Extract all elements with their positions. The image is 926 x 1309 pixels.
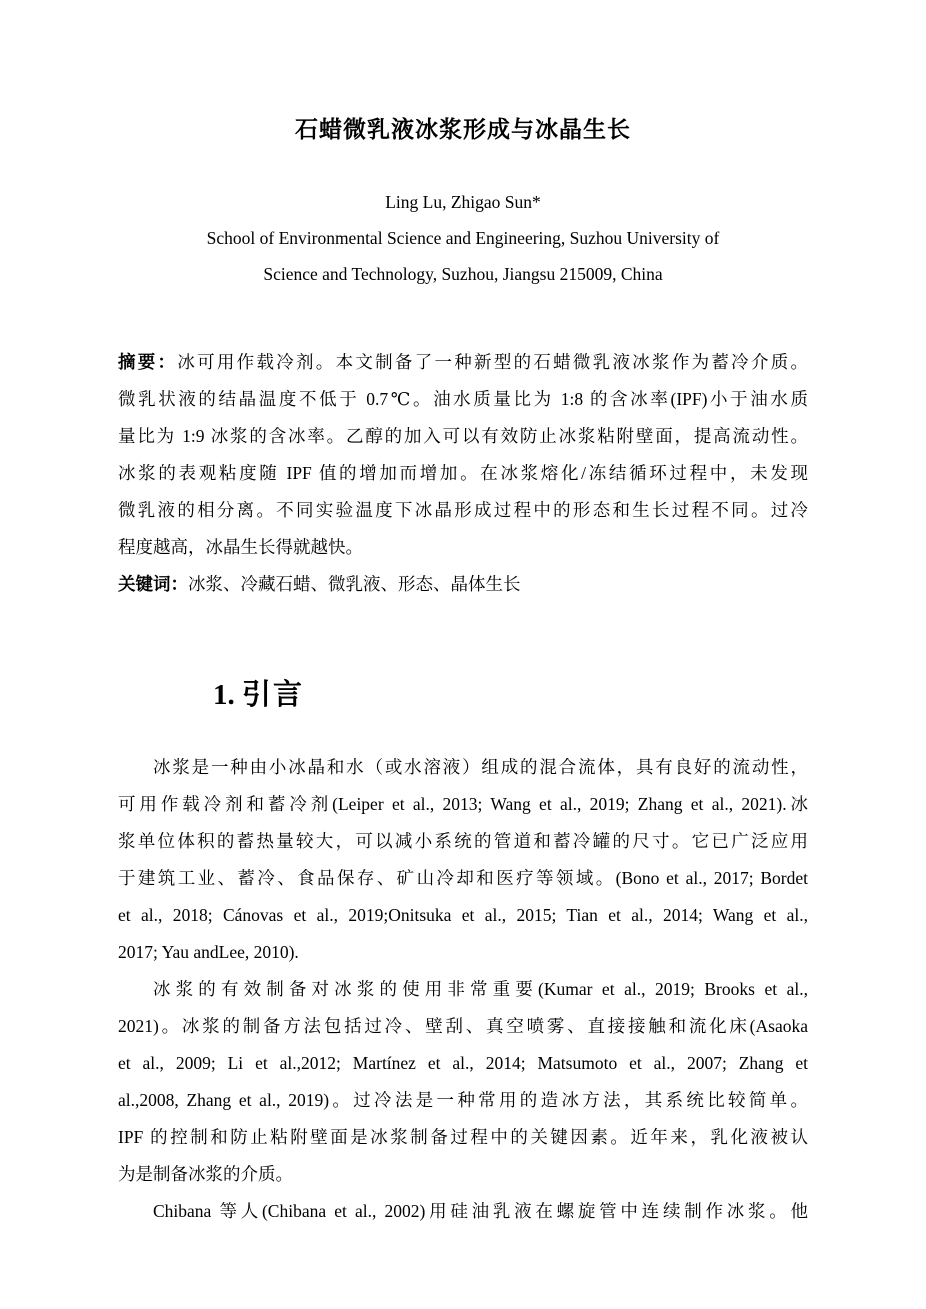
abstract-line [118,344,808,381]
introduction-body [118,749,808,1230]
section-title: 引言 [242,679,305,711]
abstract-label: 摘要： [118,352,178,372]
abstract-line: 冰浆的表观粘度随 IPF 值的增加而增加。在冰浆熔化/冻结循环过程中，未发现 [118,463,808,483]
byline-block [118,184,808,292]
paragraph-line: 可用作载冷剂和蓄冷剂(Leiper et al., 2013; Wang et al., 2019; Zhang et al., 2021).冰 [118,794,808,814]
authors-line: Ling Lu, Zhigao Sun* [385,192,541,212]
affiliation-line-2: Science and Technology, Suzhou, Jiangsu 215009, China [263,264,663,284]
paragraph-line: 冰浆是一种由小冰晶和水（或水溶液）组成的混合流体，具有良好的流动性， [153,757,808,777]
paragraph-line: 浆单位体积的蓄热量较大，可以减小系统的管道和蓄冷罐的尺寸。它已广泛应用 [118,831,808,851]
abstract-line: 程度越高，冰晶生长得就越快。 [118,537,363,557]
section-heading-introduction [118,673,808,717]
keywords-label: 关键词： [118,574,188,594]
abstract-text: 冰可用作载冷剂。本文制备了一种新型的石蜡微乳液冰浆作为蓄冷介质。 [177,352,809,372]
keywords-line [118,566,808,603]
paragraph-line: Chibana 等人(Chibana et al., 2002)用硅油乳液在螺旋管中连续制作冰浆。他 [153,1201,808,1221]
abstract-section [118,344,808,603]
paragraph-line: IPF 的控制和防止粘附壁面是冰浆制备过程中的关键因素。近年来，乳化液被认 [118,1127,808,1147]
section-number: 1. [213,679,242,711]
affiliation-line-1: School of Environmental Science and Engineering, Suzhou University of [206,228,720,248]
paragraph-line: et al., 2009; Li et al.,2012; Martínez et al., 2014; Matsumoto et al., 2007; Zhang et [118,1053,808,1073]
paragraph-line: 于建筑工业、蓄冷、食品保存、矿山冷却和医疗等领域。(Bono et al., 2017; Bordet [118,868,808,888]
paragraph-line: 2017; Yau andLee, 2010). [118,942,299,962]
abstract-line: 量比为 1:9 冰浆的含冰率。乙醇的加入可以有效防止冰浆粘附壁面，提高流动性。 [118,426,808,446]
keywords-text: 冰浆、冷藏石蜡、微乳液、形态、晶体生长 [188,574,521,594]
paragraph-line: al.,2008, Zhang et al., 2019)。过冷法是一种常用的造冰方法，其系统比较简单。 [118,1090,808,1110]
abstract-line: 微乳液的相分离。不同实验温度下冰晶形成过程中的形态和生长过程不同。过冷 [118,500,808,520]
paragraph-line: 2021)。冰浆的制备方法包括过冷、壁刮、真空喷雾、直接接触和流化床(Asaoka [118,1016,808,1036]
paragraph-line: 冰浆的有效制备对冰浆的使用非常重要(Kumar et al., 2019; Brooks et al., [153,979,808,999]
paragraph-line: et al., 2018; Cánovas et al., 2019;Onitsuka et al., 2015; Tian et al., 2014; Wang et al., [118,905,808,925]
paragraph-line: 为是制备冰浆的介质。 [118,1164,293,1184]
abstract-line: 微乳状液的结晶温度不低于 0.7℃。油水质量比为 1:8 的含冰率(IPF)小于油水质 [118,389,808,409]
paper-title: 石蜡微乳液冰浆形成与冰晶生长 [295,116,631,142]
